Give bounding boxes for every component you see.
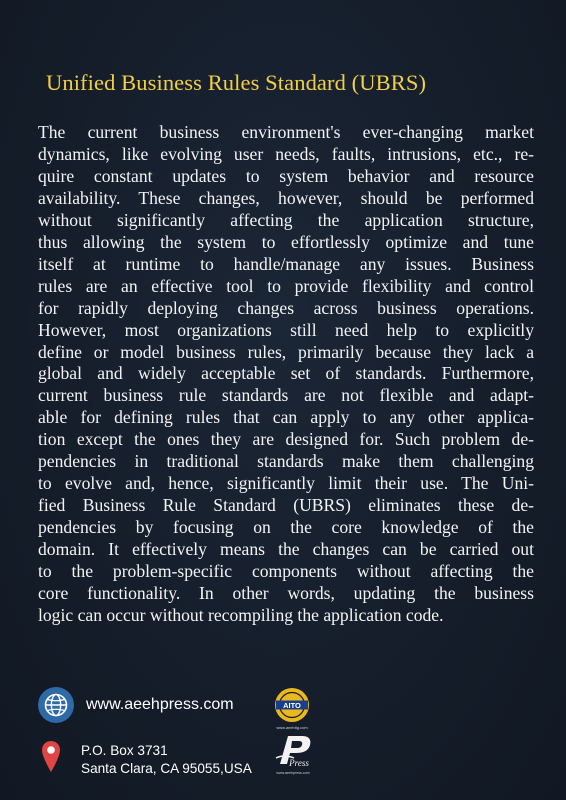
body-line: availability. These changes, however, should be performed xyxy=(38,187,534,208)
address-line-2: Santa Clara, CA 95055,USA xyxy=(81,760,252,776)
body-line: global and widely acceptable set of standards. Furthermore, xyxy=(38,363,534,384)
body-line: domain. It effectively means the changes can be carried out xyxy=(38,539,534,560)
body-line: current business rule standards are not flexible and adapt- xyxy=(38,385,534,406)
svg-text:Press: Press xyxy=(289,758,309,768)
address-row xyxy=(41,740,252,779)
address-line-1: P.O. Box 3731 xyxy=(81,742,168,758)
mailing-address xyxy=(81,742,252,778)
body-line: quire constant updates to system behavior and resource xyxy=(38,165,534,186)
body-line: The current business environment's ever-changing market xyxy=(38,122,534,142)
body-line: logic can occur without recompiling the application code. xyxy=(38,604,444,625)
body-line: rules are an effective tool to provide flexibility and control xyxy=(38,275,534,296)
body-line: fied Business Rule Standard (UBRS) eliminates these de- xyxy=(38,495,534,516)
body-line: thus allowing the system to effortlessly optimize and tune xyxy=(38,231,534,252)
body-line: for rapidly deploying changes across business operations. xyxy=(38,297,534,318)
body-line: dynamics, like evolving user needs, faults, intrusions, etc., re- xyxy=(38,143,534,164)
body-line: pendencies by focusing on the core knowledge of the xyxy=(38,517,534,538)
press-logo xyxy=(268,732,318,776)
body-line: to the problem-specific components without affecting the xyxy=(38,561,534,582)
globe-icon xyxy=(38,687,74,723)
body-line: core functionality. In other words, updating the business xyxy=(38,583,534,604)
body-line: tion except the ones they are designed for. Such problem de- xyxy=(38,429,534,450)
body-line: itself at runtime to handle/manage any issues. Business xyxy=(38,253,534,274)
body-line: define or model business rules, primarily because they lack a xyxy=(38,341,534,362)
website-row xyxy=(38,687,234,723)
website-link[interactable]: www.aeehpress.com xyxy=(86,696,234,713)
svg-text:www.aeehpress.com: www.aeehpress.com xyxy=(276,771,310,775)
description-text xyxy=(38,122,534,627)
body-line: to evolve and, hence, significantly limit their use. The Uni- xyxy=(38,473,534,494)
svg-text:AITO: AITO xyxy=(283,701,301,710)
body-line: pendencies in traditional standards make them challenging xyxy=(38,451,534,472)
location-pin-icon xyxy=(41,740,61,779)
body-line: However, most organizations still need help to explicitly xyxy=(38,319,534,340)
svg-text:www.aeehitg.com: www.aeehitg.com xyxy=(276,725,308,730)
body-line: able for defining rules that can apply to any other applica- xyxy=(38,407,534,428)
body-line: without significantly affecting the application structure, xyxy=(38,209,534,230)
page-title: Unified Business Rules Standard (UBRS) xyxy=(46,70,427,95)
aito-logo xyxy=(272,686,312,732)
